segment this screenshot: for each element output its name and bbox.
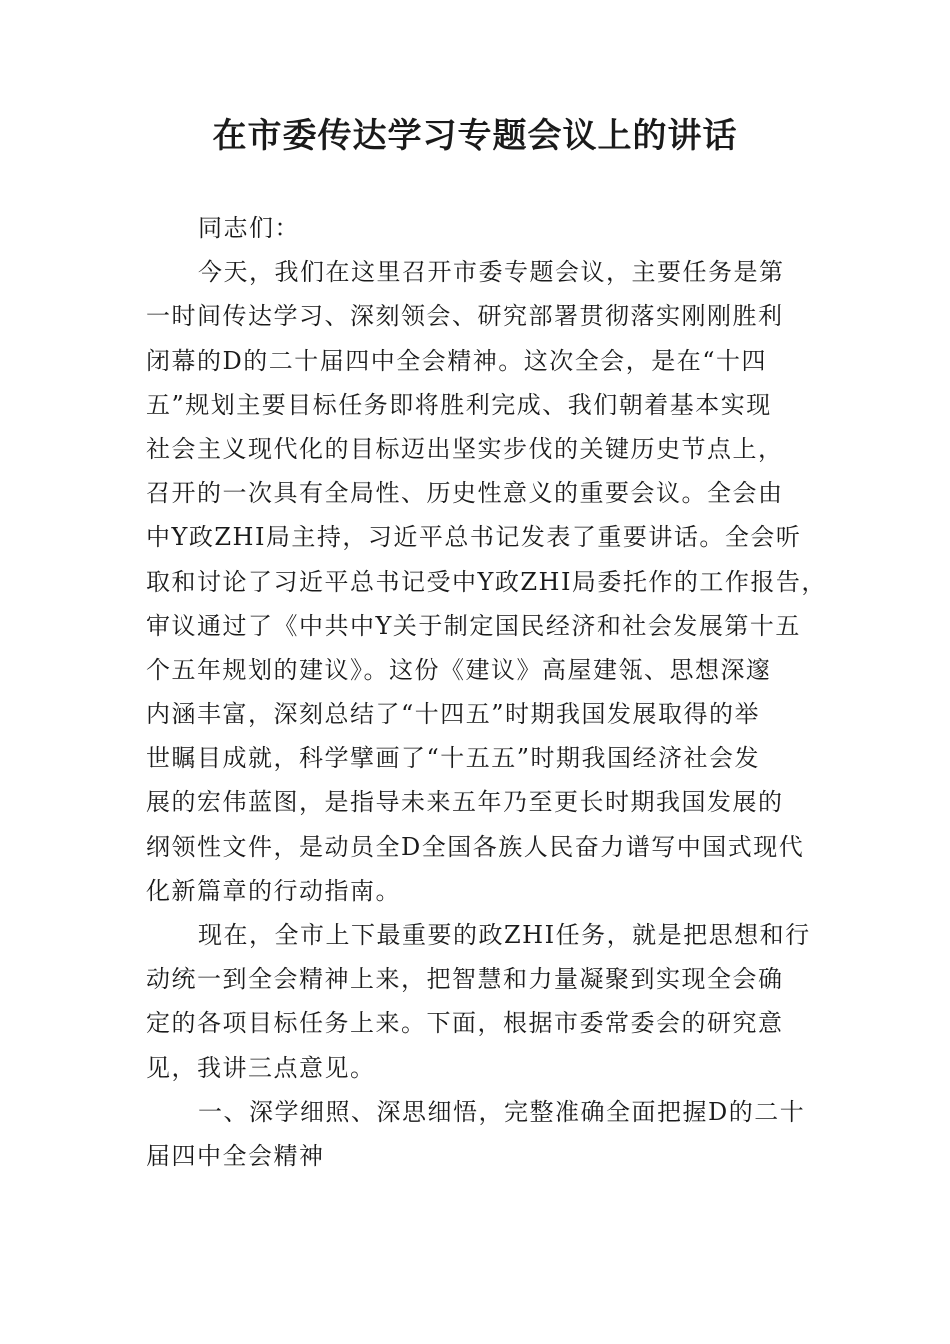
paragraph-1-line: 取和讨论了习近平总书记受中Y政ZHI局委托作的工作报告， bbox=[146, 567, 827, 596]
paragraph-1-line: 展的宏伟蓝图，是指导未来五年乃至更长时期我国发展的 bbox=[146, 788, 784, 817]
paragraph-2-line: 定的各项目标任务上来。下面，根据市委常委会的研究意 bbox=[146, 1009, 784, 1038]
paragraph-1-line: 中Y政ZHI局主持，习近平总书记发表了重要讲话。全会听 bbox=[146, 523, 802, 552]
paragraph-2-line: 动统一到全会精神上来，把智慧和力量凝聚到实现全会确 bbox=[146, 965, 784, 994]
paragraph-1-line: 召开的一次具有全局性、历史性意义的重要会议。全会由 bbox=[146, 479, 784, 508]
paragraph-1-line: 今天，我们在这里召开市委专题会议，主要任务是第 bbox=[198, 258, 785, 287]
paragraph-1-line: 审议通过了《中共中Y关于制定国民经济和社会发展第十五 bbox=[146, 611, 801, 640]
paragraph-1-line: 个五年规划的建议》。这份《建议》高屋建瓴、思想深邃 bbox=[146, 655, 772, 684]
salutation: 同志们： bbox=[198, 214, 300, 242]
paragraph-1-line: 化新篇章的行动指南。 bbox=[146, 876, 401, 905]
paragraph-1-line: 内涵丰富，深刻总结了“十四五”时期我国发展取得的举 bbox=[146, 700, 761, 729]
section-heading-line: 一、深学细照、深思细悟，完整准确全面把握D的二十 bbox=[198, 1097, 806, 1126]
document-title: 在市委传达学习专题会议上的讲话 bbox=[212, 116, 738, 156]
paragraph-2-line: 见，我讲三点意见。 bbox=[146, 1053, 376, 1082]
paragraph-1-line: 一时间传达学习、深刻领会、研究部署贯彻落实刚刚胜利 bbox=[146, 302, 784, 331]
paragraph-1-line: 社会主义现代化的目标迈出坚实步伐的关键历史节点上， bbox=[146, 434, 784, 463]
paragraph-1-line: 闭幕的D的二十届四中全会精神。这次全会，是在“十四 bbox=[146, 346, 768, 375]
paragraph-1-line: 纲领性文件，是动员全D全国各族人民奋力谱写中国式现代 bbox=[146, 832, 805, 861]
document-body bbox=[146, 206, 827, 1178]
paragraph-1-line: 五”规划主要目标任务即将胜利完成、我们朝着基本实现 bbox=[146, 390, 772, 419]
section-heading-line: 届四中全会精神 bbox=[146, 1141, 325, 1170]
paragraph-1-line: 世瞩目成就，科学擘画了“十五五”时期我国经济社会发 bbox=[146, 744, 761, 773]
paragraph-2-line: 现在，全市上下最重要的政ZHI任务，就是把思想和行 bbox=[198, 921, 811, 949]
